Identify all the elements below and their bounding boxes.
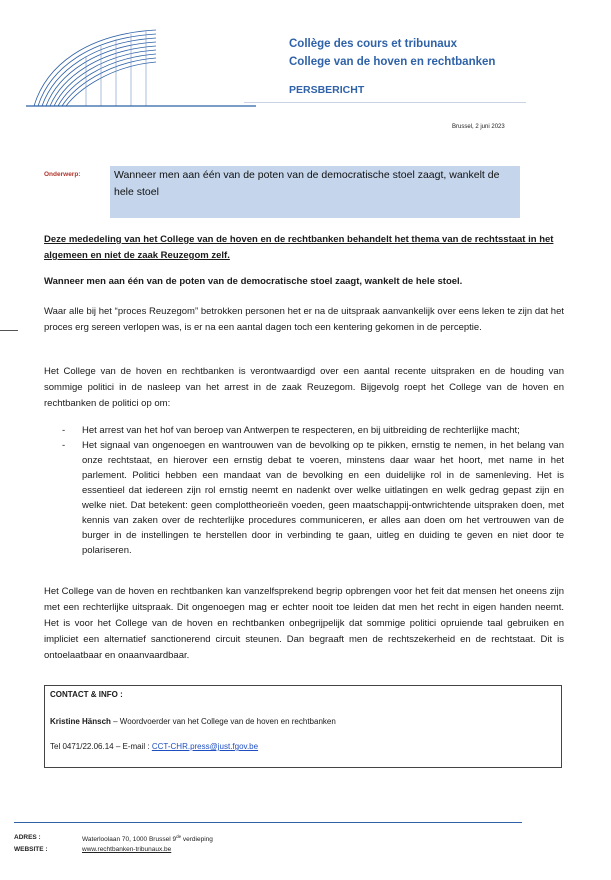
list-item-text: Het signaal van ongenoegen en wantrouwen van de bevolking op te pikken, ernstig te nemen, in het belang van onze rechtstaat, en hierover een ernstig debat te voeren, minstens daar waar het hoort, met name in het parlement. Politici hebben een mandaat van de bevolking en een duidelijke rol in de samenleving. Het is essentieel dat iedereen zijn rol ernstig neemt en nadenkt over welke uitlatingen en welk gedrag gepast zijn en welke niet. Dat betekent: geen complottheorieën voeden, geen maatschappij-ontwrichtende uitspraken doen, met kennis van zaken over de rechterlijke procedures communiceren, er alles aan doen om het vertrouwen van de burger in de instellingen te herstellen door in verbinding te gaan, uitleg en duiding te geven en niet door te polariseren. xyxy=(82,440,564,556)
paragraph-1: Waar alle bij het “proces Reuzegom” betrokken personen het er na de uitspraak aanvankelijk over eens leken te zijn dat het proces erg sereen verlopen was, is er na een aantal dagen toch een kentering gekomen in de perceptie. xyxy=(44,306,564,333)
lead-paragraph: Wanneer men aan één van de poten van de democratische stoel zaagt, wankelt de hele stoel. xyxy=(44,276,463,287)
subject-label: Onderwerp: xyxy=(44,171,81,178)
footer-divider xyxy=(14,822,522,823)
address-main: Waterloolaan 70, 1000 Brussel 9 xyxy=(82,836,177,844)
bullet-list xyxy=(62,423,564,558)
address-tail: verdieping xyxy=(181,836,213,844)
contact-name: Kristine Hänsch xyxy=(50,717,111,726)
list-item xyxy=(62,438,564,558)
contact-role: – Woordvoerder van het College van de hoven en rechtbanken xyxy=(110,717,336,726)
address-sup: de xyxy=(176,834,182,839)
contact-phone-email xyxy=(50,742,258,751)
paragraph-2: Het College van de hoven en rechtbanken is verontwaardigd over een aantal recente uitspraken en de houding van sommige politici in de nasleep van het arrest in de zaak Reuzegom. Bijgevolg roept het College van de hoven en rechtbanken de politici op om: xyxy=(44,366,564,409)
document-type: PERSBERICHT xyxy=(289,84,365,96)
list-item xyxy=(62,423,564,438)
bullet-dash: - xyxy=(62,440,66,451)
website-label: WEBSITE : xyxy=(14,846,48,853)
subject-text: Wanneer men aan één van de poten van de democratische stoel zaagt, wankelt de hele stoel xyxy=(114,169,500,198)
website-link[interactable]: www.rechtbanken-tribunaux.be xyxy=(82,846,172,853)
architectural-waves-logo-icon xyxy=(26,26,256,108)
paragraph-3: Het College van de hoven en rechtbanken kan vanzelfsprekend begrip opbrengen voor het feit dat mensen het oneens zijn met een rechterlijke uitspraak. Dit ongenoegen mag er echter nooit toe leiden dat men het recht in eigen handen neemt. Het is voor het College van de hoven en rechtbanken onbegrijpelijk dat sommige politici opruiende taal gebruiken en impliciet een alternatief sanctionerend circuit steunen. Dan begraaft men de rechtszekerheid en de rechtstaat. Dit is ontoelaatbaar en onaanvaardbaar. xyxy=(44,586,564,661)
document-date: Brussel, 2 juni 2023 xyxy=(452,124,505,130)
list-item-text: Het arrest van het hof van beroep van Antwerpen te respecteren, en bij uitbreiding de rechterlijke macht; xyxy=(82,425,520,436)
margin-mark xyxy=(0,330,18,331)
header-divider xyxy=(244,102,526,103)
intro-paragraph: Deze mededeling van het College van de hoven en de rechtbanken behandelt het thema van de rechtsstaat in het algemeen en niet de zaak Reuzegom zelf. xyxy=(44,234,554,261)
contact-person xyxy=(50,717,336,726)
contact-title: CONTACT & INFO : xyxy=(50,690,123,699)
organization-name-fr: Collège des cours et tribunaux xyxy=(289,38,458,50)
organization-name-nl: College van de hoven en rechtbanken xyxy=(289,56,496,68)
address-label: ADRES : xyxy=(14,834,41,841)
bullet-dash: - xyxy=(62,425,66,436)
contact-phone: Tel 0471/22.06.14 – E-mail : xyxy=(50,742,152,751)
email-link[interactable]: CCT-CHR.press@just.fgov.be xyxy=(151,742,259,751)
address-value xyxy=(82,834,213,843)
